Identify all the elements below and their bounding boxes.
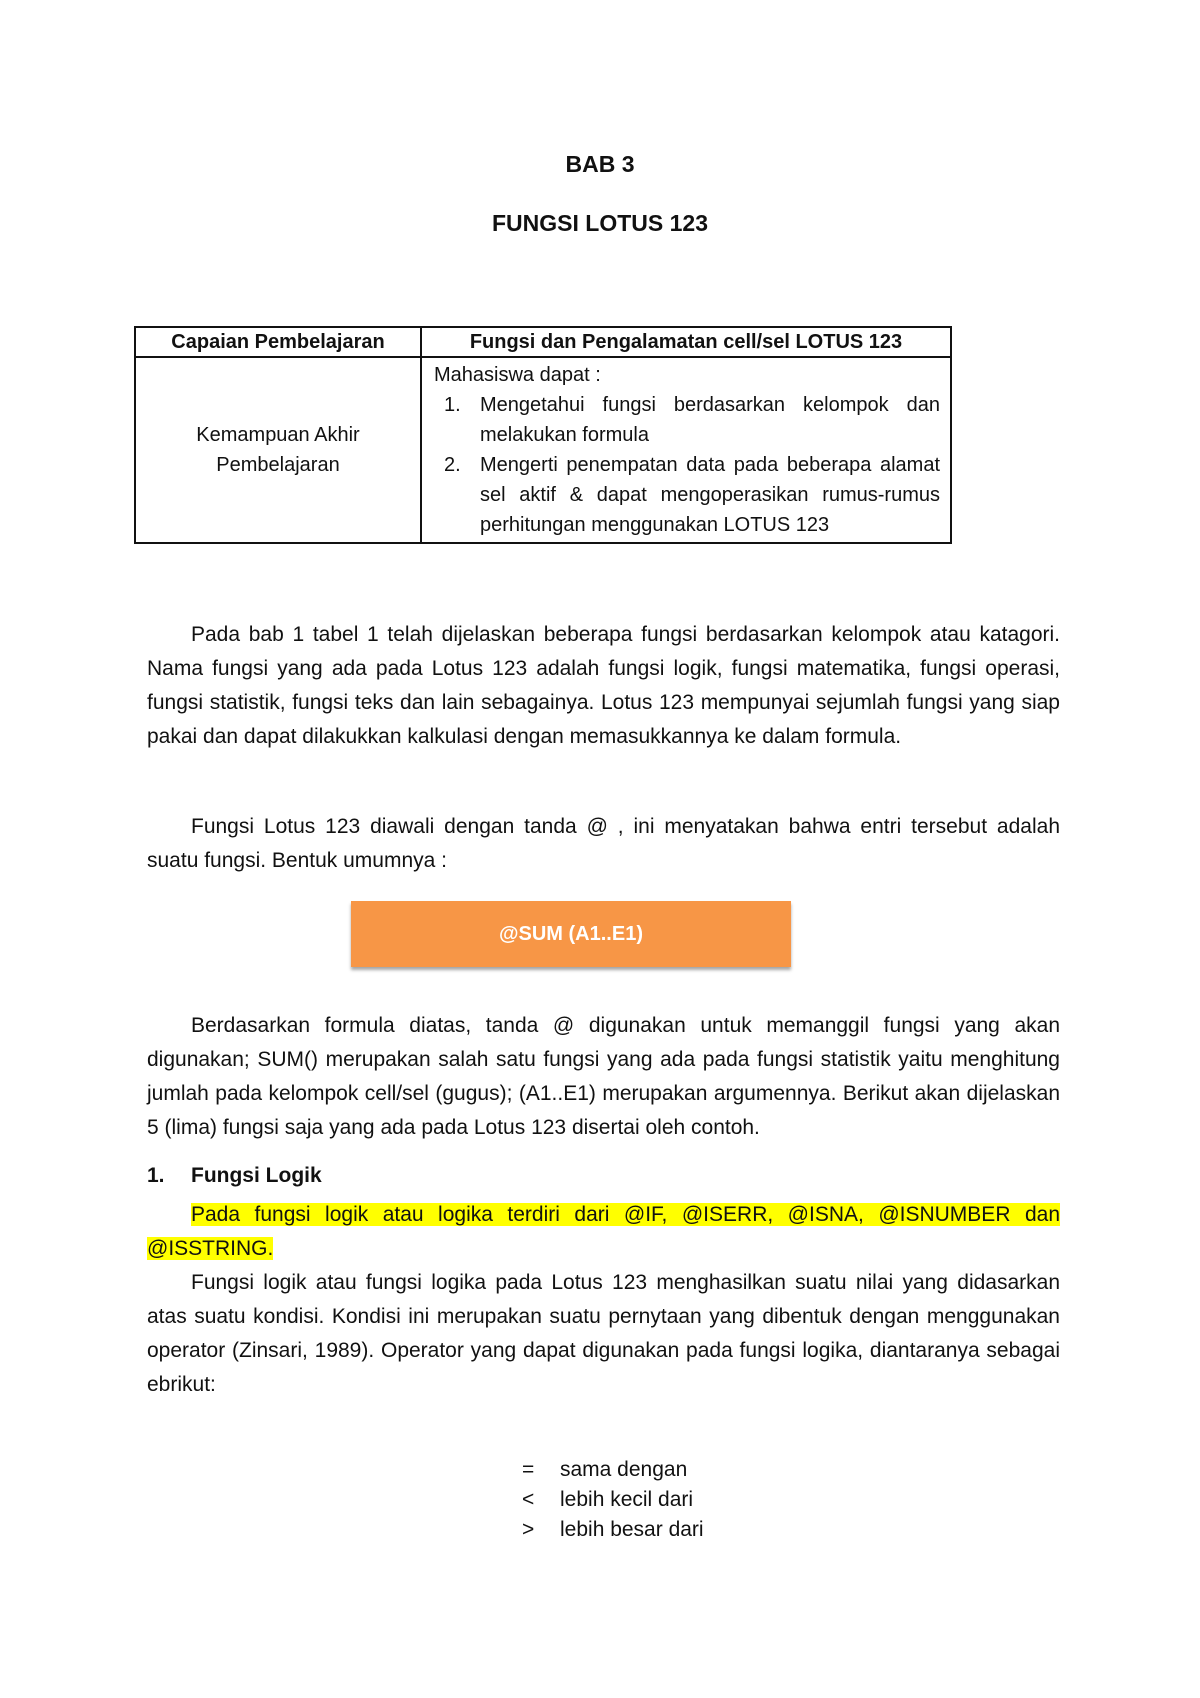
list-item (434, 390, 940, 450)
formula-text: @SUM (A1..E1) (499, 922, 643, 945)
chapter-title: FUNGSI LOTUS 123 (492, 210, 708, 236)
chapter-number: BAB 3 (565, 151, 635, 177)
outcome-list (434, 390, 940, 540)
table-header-left: Capaian Pembelajaran (135, 327, 421, 357)
paragraph-formula-explanation: Berdasarkan formula diatas, tanda @ digunakan untuk memanggil fungsi yang akan digunakan; SUM() merupakan salah satu fungsi yang ada pada fungsi statistik yaitu menghitung jumlah pada kelompok cell/sel (gugus); (A1..E1) merupakan argumennya. Berikut akan dijelaskan 5 (lima) fungsi saja yang ada pada Lotus 123 disertai oleh contoh. (147, 1014, 1060, 1139)
left-cell-text: Kemampuan Akhir Pembelajaran (196, 424, 360, 476)
section-number: 1. (147, 1164, 165, 1187)
table-intro: Mahasiswa dapat : (434, 364, 601, 386)
operator-item (522, 1485, 704, 1515)
paragraph-intro: Pada bab 1 tabel 1 telah dijelaskan beberapa fungsi berdasarkan kelompok atau katagori. Nama fungsi yang ada pada Lotus 123 adalah fungsi logik, fungsi matematika, fungsi operasi, fungsi statistik, fungsi teks dan lain sebagainya. Lotus 123 mempunyai sejumlah fungsi yang siap pakai dan dapat dilakukkan kalkulasi dengan memasukkannya ke dalam formula. (147, 623, 1060, 748)
table-cell-left (135, 357, 421, 543)
paragraph-logic-description: Fungsi logik atau fungsi logika pada Lotus 123 menghasilkan suatu nilai yang didasarkan atas suatu kondisi. Kondisi ini merupakan suatu pernytaan yang dibentuk dengan menggunakan operator (Zinsari, 1989). Operator yang dapat digunakan pada fungsi logika, diantaranya sebagai ebrikut: (147, 1271, 1060, 1396)
operator-symbol: < (522, 1488, 535, 1511)
highlighted-text: Pada fungsi logik atau logika terdiri dari @IF, @ISERR, @ISNA, @ISNUMBER dan @ISSTRING. (147, 1203, 1060, 1260)
operator-symbol: = (522, 1458, 535, 1481)
list-item-text: Mengetahui fungsi berdasarkan kelompok dan melakukan formula (480, 394, 940, 446)
formula-box (351, 901, 791, 967)
learning-outcomes-table (134, 326, 952, 544)
list-item-number: 2. (444, 454, 461, 476)
operator-item (522, 1455, 704, 1485)
section-title: Fungsi Logik (191, 1164, 322, 1187)
list-item-text: Mengerti penempatan data pada beberapa alamat sel aktif & dapat mengoperasikan rumus-rumus perhitungan menggunakan LOTUS 123 (480, 454, 940, 536)
list-item (434, 450, 940, 540)
operator-symbol: > (522, 1518, 535, 1541)
table-header-right: Fungsi dan Pengalamatan cell/sel LOTUS 123 (421, 327, 951, 357)
operator-description: lebih besar dari (560, 1518, 704, 1541)
list-item-number: 1. (444, 394, 461, 416)
table-cell-right (421, 357, 951, 543)
section-heading (147, 1164, 322, 1188)
operator-list (522, 1455, 704, 1545)
operator-item (522, 1515, 704, 1545)
paragraph-logic-functions (147, 1198, 1060, 1266)
operator-description: lebih kecil dari (560, 1488, 694, 1511)
table-row (135, 357, 951, 543)
operator-description: sama dengan (560, 1458, 688, 1481)
table-header-row (135, 327, 951, 357)
paragraph-function-form: Fungsi Lotus 123 diawali dengan tanda @ , ini menyatakan bahwa entri tersebut adalah suatu fungsi. Bentuk umumnya : (147, 815, 1060, 872)
